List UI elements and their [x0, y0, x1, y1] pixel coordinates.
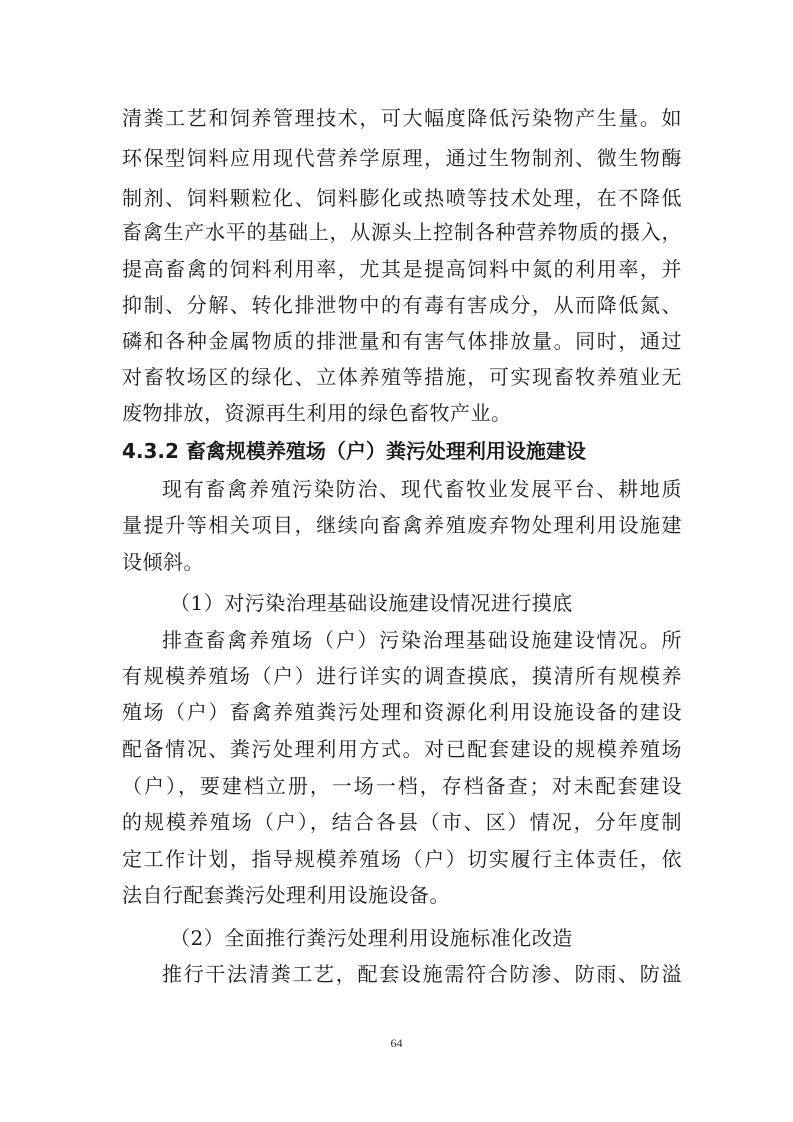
paragraph-line: 提高畜禽的饲料利用率，尤其是提高饲料中氮的利用率，并 [122, 257, 682, 281]
paragraph-line: 磷和各种金属物质的排泄量和有害气体排放量。同时，通过 [122, 329, 682, 353]
paragraph-line: （户），要建档立册，一场一档，存档备查；对未配套建设 [122, 774, 682, 798]
paragraph-line: 抑制、分解、转化排泄物中的有毒有害成分，从而降低氮、 [122, 293, 682, 317]
paragraph-line: 现有畜禽养殖污染防治、现代畜牧业发展平台、耕地质 [162, 477, 682, 501]
paragraph-line: 法自行配套粪污处理利用设施设备。 [122, 883, 450, 907]
paragraph-line: 畜禽生产水平的基础上，从源头上控制各种营养物质的摄入， [122, 220, 682, 244]
paragraph-line: 废物排放，资源再生利用的绿色畜牧产业。 [122, 401, 512, 425]
paragraph-line: 的规模养殖场（户），结合各县（市、区）情况，分年度制 [122, 810, 682, 834]
paragraph-line: 配备情况、粪污处理利用方式。对已配套建设的规模养殖场 [122, 737, 682, 761]
subheading: （2）全面推行粪污处理利用设施标准化改造 [170, 926, 573, 950]
subheading: （1）对污染治理基础设施建设情况进行摸底 [170, 591, 573, 615]
paragraph-line: 制剂、饲料颗粒化、饲料膨化或热喷等技术处理，在不降低 [122, 186, 682, 210]
section-heading: 4.3.2 畜禽规模养殖场（户）粪污处理利用设施建设 [122, 439, 586, 463]
paragraph-line: 有规模养殖场（户）进行详实的调查摸底，摸清所有规模养 [122, 664, 682, 688]
paragraph-line: 环保型饲料应用现代营养学原理，通过生物制剂、微生物酶 [122, 146, 682, 170]
paragraph-line: 排查畜禽养殖场（户）污染治理基础设施建设情况。所 [162, 628, 682, 652]
paragraph-line: 清粪工艺和饲养管理技术，可大幅度降低污染物产生量。如 [122, 106, 682, 130]
page-number: 64 [390, 1036, 403, 1050]
paragraph-line: 对畜牧场区的绿化、立体养殖等措施，可实现畜牧养殖业无 [122, 365, 682, 389]
paragraph-line: 推行干法清粪工艺，配套设施需符合防渗、防雨、防溢 [162, 962, 682, 986]
paragraph-line: 殖场（户）畜禽养殖粪污处理和资源化利用设施设备的建设 [122, 700, 682, 724]
paragraph-line: 定工作计划，指导规模养殖场（户）切实履行主体责任，依 [122, 847, 682, 871]
paragraph-line: 设倾斜。 [122, 550, 204, 574]
paragraph-line: 量提升等相关项目，继续向畜禽养殖废弃物处理利用设施建 [122, 513, 682, 537]
